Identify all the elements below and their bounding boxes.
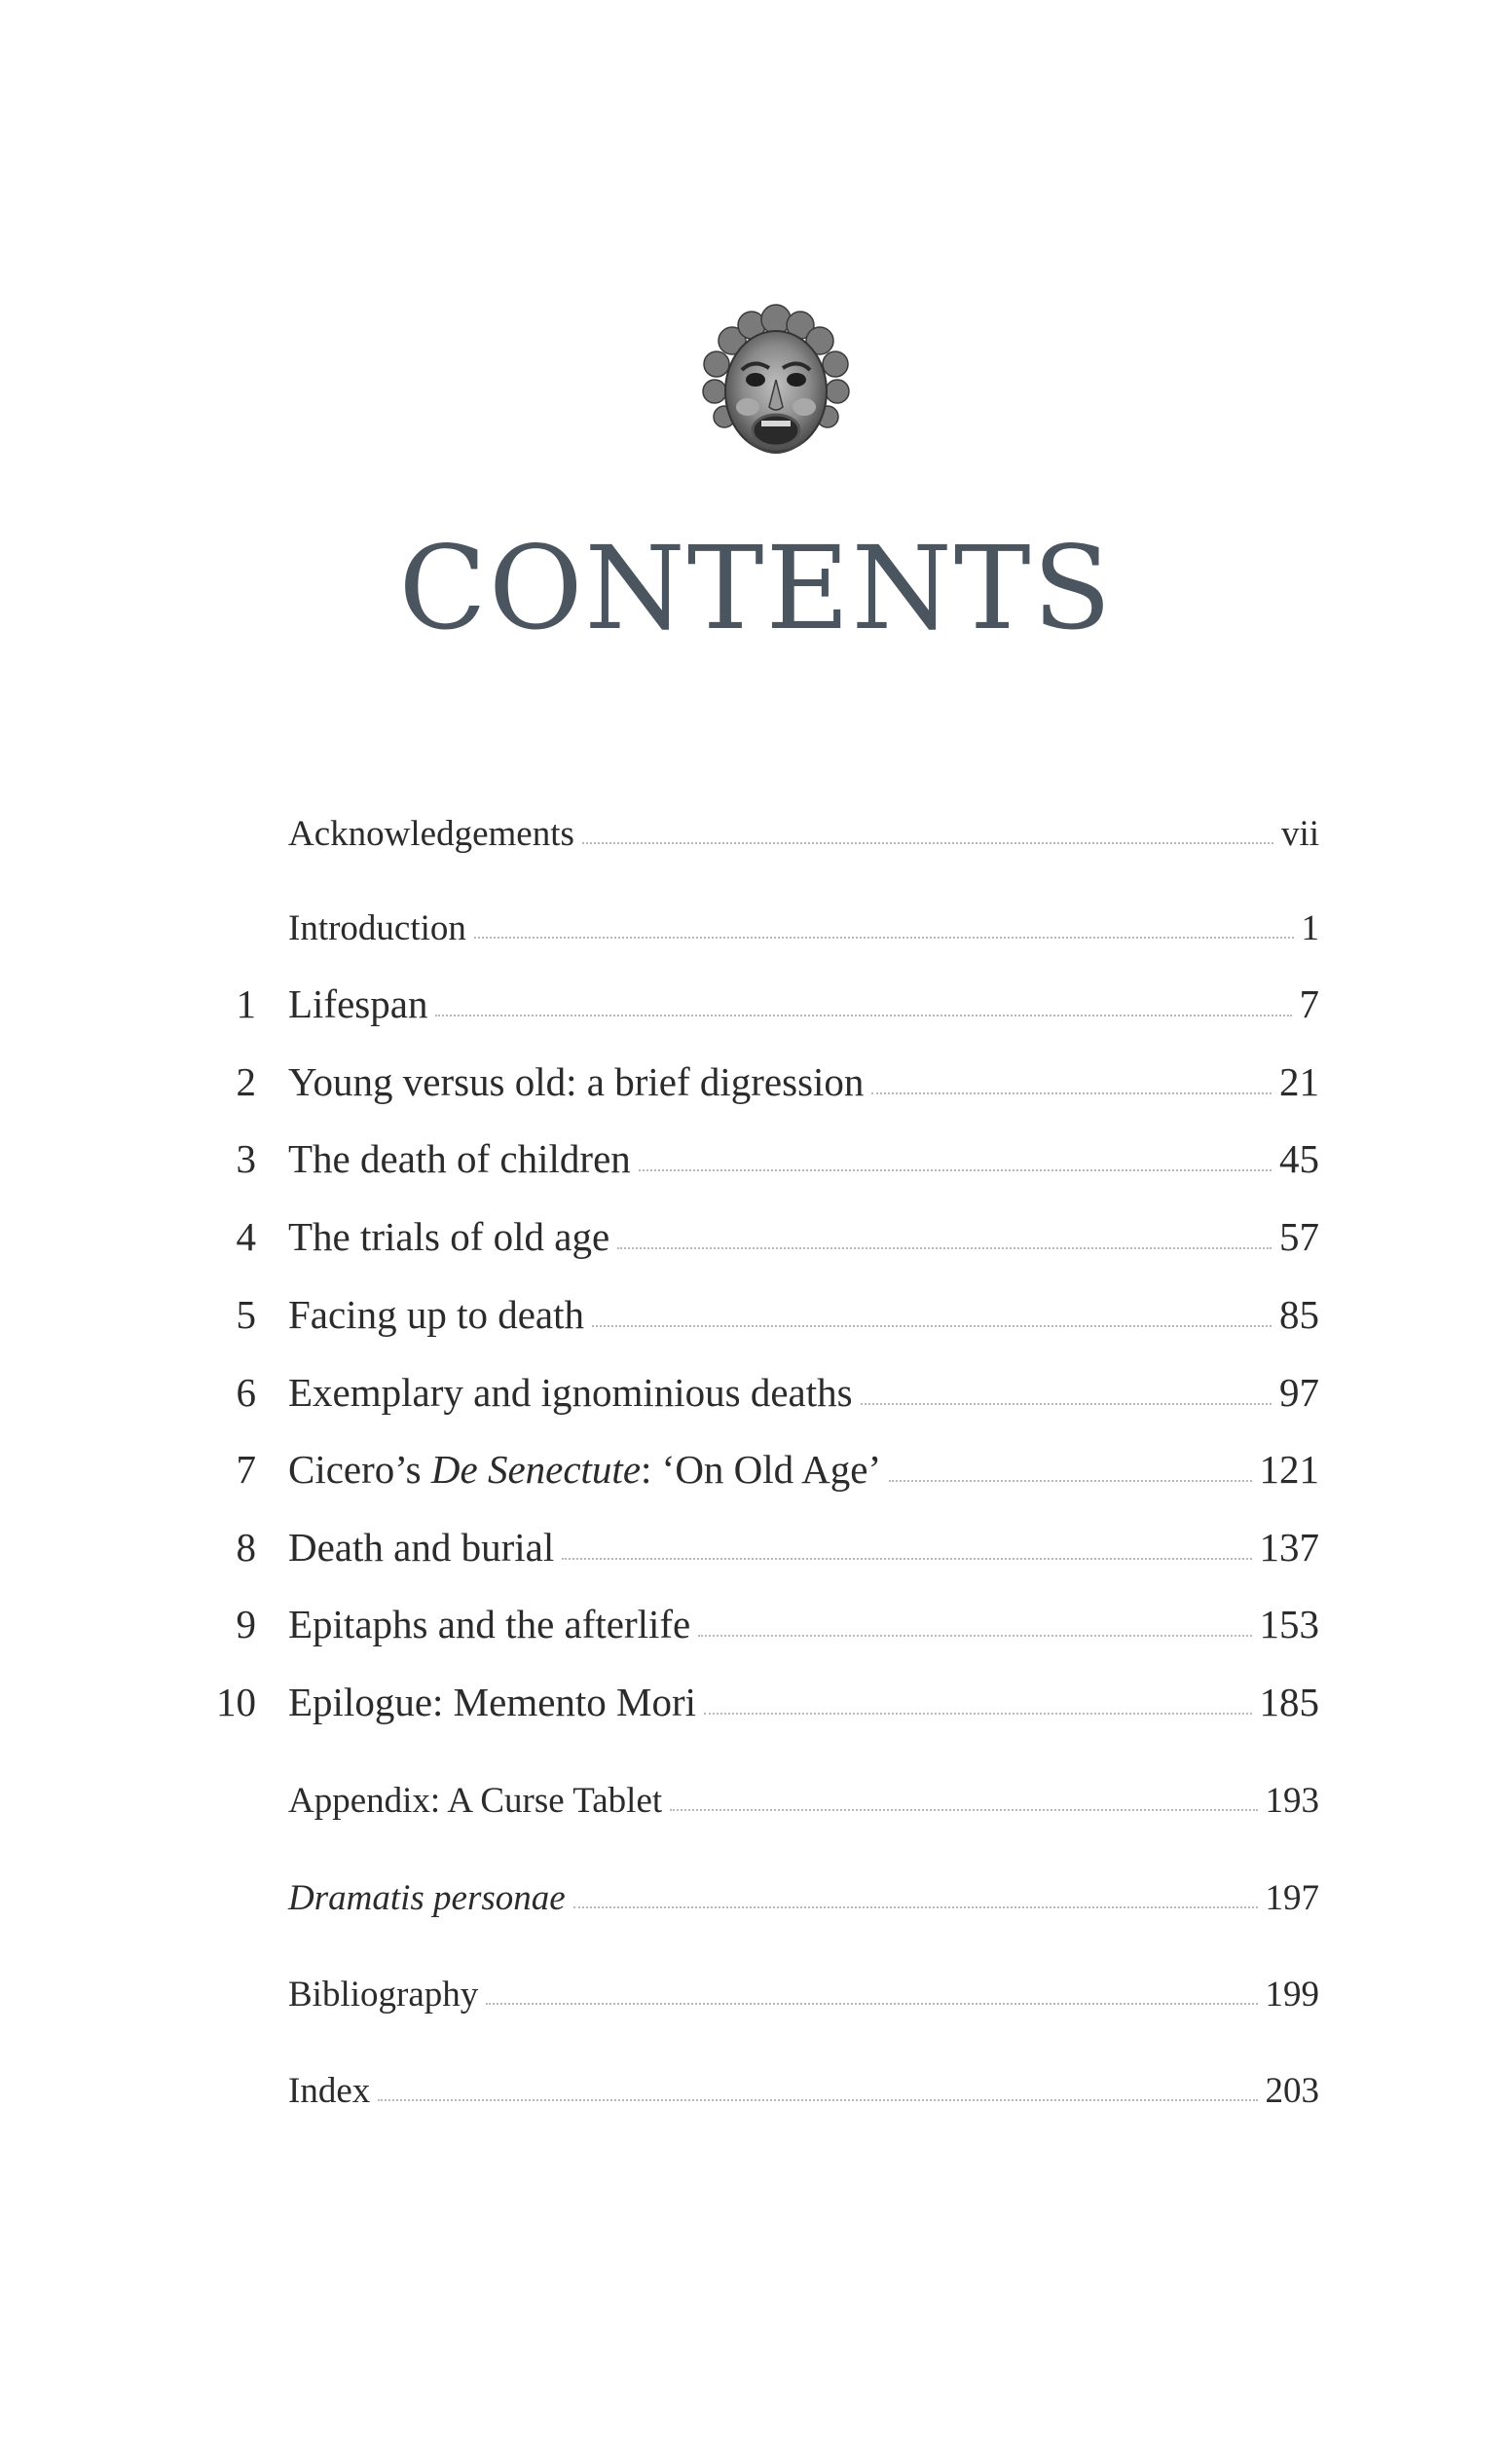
dot-leader [582,842,1273,844]
toc-entry-title: Bibliography [288,1975,479,2015]
toc-chapter-number: 3 [236,1136,256,1181]
toc-page-number: 185 [1259,1680,1319,1724]
toc-page-number: 193 [1265,1781,1319,1821]
toc-chapter-number: 8 [236,1525,256,1570]
toc-entry-title: The trials of old age [288,1214,610,1259]
toc-page-number: 137 [1259,1525,1319,1570]
toc-chapter-number: 9 [236,1602,256,1646]
toc-page-number: 85 [1279,1292,1319,1337]
dot-leader [871,1092,1272,1094]
dot-leader [861,1403,1272,1405]
toc-entry [204,794,1319,852]
dot-leader [704,1713,1251,1715]
toc-chapter-number: 10 [216,1680,256,1724]
toc-entry-title [288,1447,882,1492]
toc-page-number: 197 [1265,1878,1319,1918]
toc-page-number: 153 [1259,1602,1319,1646]
toc-entry-title: Exemplary and ignominious deaths [288,1370,853,1415]
toc-entry [204,1199,1319,1257]
toc-entry-title: Epitaphs and the afterlife [288,1602,691,1646]
toc-entry-title: Epilogue: Memento Mori [288,1680,697,1724]
toc-entry [204,1509,1319,1568]
toc-chapter-number: 4 [236,1214,256,1259]
toc-chapter-number: 2 [236,1059,256,1104]
page-title: CONTENTS [398,521,1114,655]
toc-entry-title: Death and burial [288,1525,555,1570]
dot-leader [435,1015,1291,1017]
dot-leader [639,1169,1272,1171]
toc-entry-title: Acknowledgements [288,814,574,854]
toc-page-number: vii [1280,814,1319,854]
toc-entry [204,1354,1319,1413]
toc-entry-title: Appendix: A Curse Tablet [288,1781,663,1821]
toc-chapter-number: 1 [236,981,256,1026]
toc-entry-title: Introduction [288,908,466,948]
toc-entry [204,888,1319,946]
toc-entry [204,1044,1319,1102]
dot-leader [562,1558,1251,1560]
theatre-mask-icon [693,302,859,467]
dot-leader [573,1906,1258,1908]
toc-page-number: 57 [1279,1214,1319,1259]
toc-entry [204,1760,1319,1819]
toc-entry-title: Facing up to death [288,1292,585,1337]
toc-entry [204,1858,1319,1916]
toc-entry [204,2051,1319,2109]
toc-entry [204,1276,1319,1335]
toc-entry-title: Lifespan [288,981,428,1026]
toc-entry-title: Index [288,2071,371,2111]
toc-page-number: 203 [1265,2071,1319,2111]
dot-leader [617,1247,1272,1249]
toc-chapter-number: 6 [236,1370,256,1415]
toc-page-number: 45 [1279,1136,1319,1181]
toc-entry [204,1586,1319,1645]
toc-title-text: : ‘On Old Age’ [641,1447,882,1492]
toc-entry [204,1954,1319,2013]
dot-leader [670,1809,1257,1811]
dot-leader [889,1480,1251,1482]
toc-title-text: Cicero’s [288,1447,431,1492]
toc-chapter-number: 5 [236,1292,256,1337]
dot-leader [474,937,1294,939]
toc-entry [204,1431,1319,1490]
toc-entry-title: Young versus old: a brief digression [288,1059,865,1104]
dot-leader [698,1635,1251,1637]
toc-entry-title: The death of children [288,1136,631,1181]
toc-page-number: 97 [1279,1370,1319,1415]
toc-entry [204,1664,1319,1722]
dot-leader [592,1325,1272,1327]
toc-page-number: 121 [1259,1447,1319,1492]
toc-chapter-number: 7 [236,1447,256,1492]
toc-page-number: 199 [1265,1975,1319,2015]
toc-entry-title: Dramatis personae [288,1878,566,1918]
toc-entry [204,1121,1319,1179]
toc-page-number: 21 [1279,1059,1319,1104]
dot-leader [378,2099,1257,2101]
dot-leader [486,2003,1257,2005]
toc-entry [204,966,1319,1024]
toc-page-number: 1 [1301,908,1319,948]
toc-title-italic: De Senectute [430,1447,642,1492]
toc-page-number: 7 [1299,981,1319,1026]
